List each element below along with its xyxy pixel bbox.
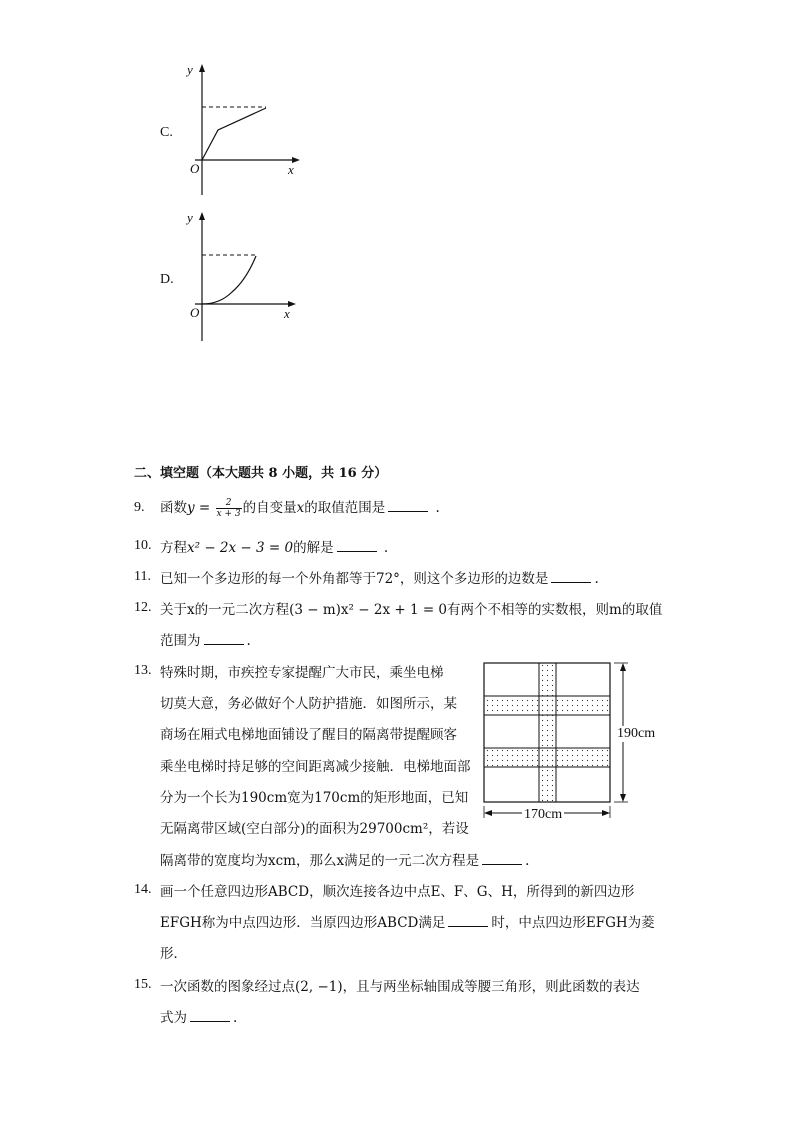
q9-fraction [216,498,242,519]
q10-post: 的解是 [293,540,334,556]
q12-line1: 关于x的一元二次方程(3 − m)x² − 2x + 1 = 0有两个不相等的实数根，则m的取值 [160,602,663,618]
q13-line-4: 乘坐电梯时持足够的空间距离减少接触．电梯地面部 [160,759,471,775]
q15-number: 15. [134,977,152,992]
graph-d-origin: O [190,305,200,320]
q15-line2-text: 式为 [160,1010,187,1026]
q12-answer-blank[interactable] [204,631,244,645]
q11-end: . [594,571,599,587]
q10-text [160,536,388,556]
q12-line2 [160,629,251,649]
q9-post2: 的取值范围是 [304,500,386,516]
q13-line-1: 特殊时期，市疾控专家提醒广大市民，乘坐电梯 [160,665,444,681]
graph-option-c [150,60,310,200]
q15-line1: 一次函数的图象经过点(2, −1)，且与两坐标轴围成等腰三角形，则此函数的表达 [160,979,640,995]
q10-pre: 方程 [160,540,187,556]
q11-answer-blank[interactable] [551,569,591,583]
q9-post: 的自变量 [242,500,297,516]
q14-line3: 形． [160,946,187,962]
graph-d-y-letter: y [187,210,193,225]
q10-expr: x² − 2x − 3 = 0 [187,540,294,556]
q13-height-label: 190cm [617,726,656,741]
graph-d-x-letter: x [284,306,290,321]
graph-c-origin: O [190,161,200,176]
graph-c-axes [150,60,310,200]
q15-answer-blank[interactable] [190,1008,230,1022]
q12-number: 12. [134,600,152,615]
q13-end: . [525,853,530,869]
q9-var: x [296,500,305,516]
q9-text [160,496,440,519]
q9-answer-blank[interactable] [388,498,428,512]
graph-c-x-letter: x [288,162,294,177]
q14-line2-post: 时，中点四边形EFGH为菱 [491,915,655,931]
q9-frac-num: 2 [216,498,242,509]
q10-end: . [383,540,389,556]
q11-text [160,567,599,587]
graph-option-d [150,208,310,348]
q9-end: . [435,500,440,516]
q9-frac-den: x + 3 [216,509,241,519]
q13-answer-blank[interactable] [482,851,522,865]
q9-number: 9. [134,500,145,515]
q13-line-6: 无隔离带区域(空白部分)的面积为29700cm²，若设 [160,821,469,837]
q13-line-2: 切莫大意，务必做好个人防护措施．如图所示，某 [160,696,457,712]
q11-body: 已知一个多边形的每一个外角都等于72°，则这个多边形的边数是 [160,571,549,587]
q14-number: 14. [134,882,152,897]
option-c-label: C. [160,125,173,140]
q11-number: 11. [134,569,151,584]
q13-width-label: 170cm [524,807,563,822]
q10-number: 10. [134,538,152,553]
q13-last-line: 隔离带的宽度均为xcm，那么x满足的一元二次方程是 [160,853,480,869]
graph-d-axes [150,208,310,348]
q10-answer-blank[interactable] [337,538,377,552]
q14-answer-blank[interactable] [448,913,488,927]
q15-end: . [233,1010,238,1026]
q14-line2 [160,911,655,931]
q13-figure-svg [480,658,670,828]
q12-line2-text: 范围为 [160,633,201,649]
q9-pre: 函数 [160,500,187,516]
graph-c-y-letter: y [187,62,193,77]
q13-elevator-figure [480,658,670,828]
section-title: 二、填空题（本大题共 8 小题，共 16 分） [134,466,388,481]
q14-line2-pre: EFGH称为中点四边形．当原四边形ABCD满足 [160,915,446,931]
q13-line-3: 商场在厢式电梯地面铺设了醒目的隔离带提醒顾客 [160,727,457,743]
option-d-label: D. [160,272,174,287]
q13-line-5: 分为一个长为190cm宽为170cm的矩形地面，已知 [160,790,469,806]
q13-number: 13. [134,663,152,678]
q13-line-7 [160,849,529,869]
q14-line1: 画一个任意四边形ABCD，顺次连接各边中点E、F、G、H，所得到的新四边形 [160,884,635,900]
q15-line2 [160,1006,237,1026]
q9-expr: y = [187,500,211,516]
q12-end: . [246,633,251,649]
